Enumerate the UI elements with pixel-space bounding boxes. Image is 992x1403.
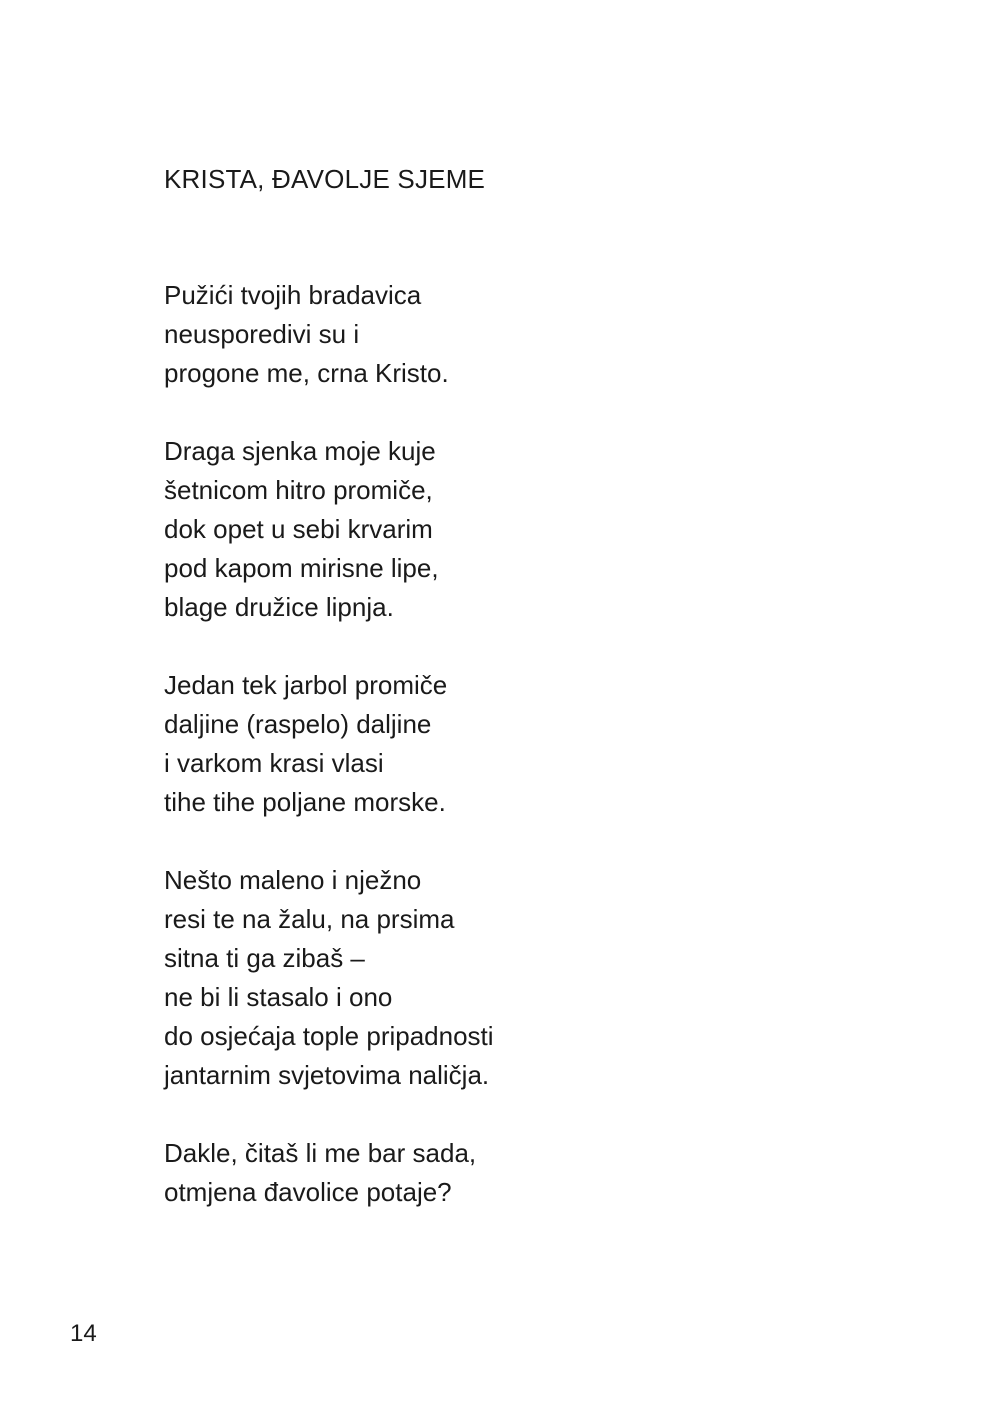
poem-line: Draga sjenka moje kuje (164, 436, 436, 466)
poem-line: tihe tihe poljane morske. (164, 787, 446, 817)
poem-line: progone me, crna Kristo. (164, 358, 449, 388)
stanza-4 (164, 861, 684, 1095)
poem-line: i varkom krasi vlasi (164, 748, 384, 778)
poem-title: KRISTA, ĐAVOLJE SJEME (164, 164, 486, 194)
page-number: 14 (70, 1320, 97, 1347)
poem-line: do osjećaja tople pripadnosti (164, 1021, 494, 1051)
poem-line: otmjena đavolice potaje? (164, 1177, 452, 1207)
poem-line: ne bi li stasalo i ono (164, 982, 393, 1012)
poem-body (164, 276, 684, 1251)
poem-line: šetnicom hitro promiče, (164, 475, 433, 505)
poem-line: blage družice lipnja. (164, 592, 394, 622)
stanza-2 (164, 432, 684, 627)
poem-line: neusporedivi su i (164, 319, 360, 349)
poem-line: Dakle, čitaš li me bar sada, (164, 1138, 477, 1168)
stanza-1 (164, 276, 684, 393)
poem-line: sitna ti ga zibaš – (164, 943, 365, 973)
poem-line: jantarnim svjetovima naličja. (164, 1060, 490, 1090)
stanza-3 (164, 666, 684, 822)
poem-line: resi te na žalu, na prsima (164, 904, 455, 934)
poem-line: Jedan tek jarbol promiče (164, 670, 448, 700)
poem-line: Pužići tvojih bradavica (164, 280, 422, 310)
poem-line: Nešto maleno i nježno (164, 865, 422, 895)
poem-line: dok opet u sebi krvarim (164, 514, 433, 544)
poem-line: daljine (raspelo) daljine (164, 709, 432, 739)
stanza-5 (164, 1134, 684, 1212)
poem-line: pod kapom mirisne lipe, (164, 553, 439, 583)
